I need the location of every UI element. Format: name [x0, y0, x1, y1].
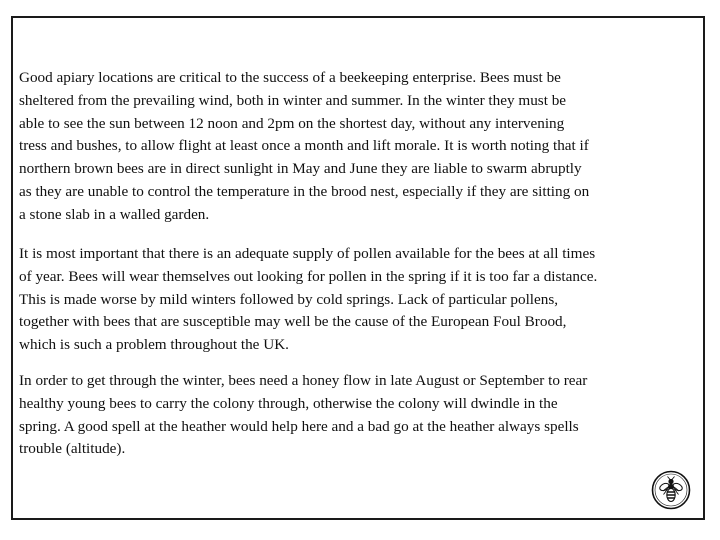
paragraph-winter-honey-flow: In order to get through the winter, bees need a honey flow in late August or September to rear healthy young bees to carry the colony through, otherwise the colony will dwindle in the spring. A good spell at the heather would help here and a bad go at the heather always spells trouble (altitude). [19, 372, 588, 458]
paragraph-pollen-supply: It is most important that there is an adequate supply of pollen available for the bees at all times of year. Bees will wear themselves out looking for pollen in the spring if it is too far a distance. This is made worse by mild winters followed by cold springs. Lack of particular pollens, together with bees that are susceptible may well be the cause of the European Foul Brood, which is such a problem throughout the UK. [19, 245, 598, 354]
bee-emblem-icon [651, 470, 691, 510]
paragraph-apiary-locations: Good apiary locations are critical to the success of a beekeeping enterprise. Bees must be sheltered from the prevailing wind, both in winter and summer. In the winter they must be able to see the sun between 12 noon and 2pm on the shortest day, without any intervening tress and bushes, to allow flight at least once a month and lift morale. It is worth noting that if northern brown bees are in direct sunlight in May and June they are liable to swarm abruptly as they are unable to control the temperature in the brood nest, especially if they are sitting on a stone slab in a walled garden. [19, 69, 590, 223]
